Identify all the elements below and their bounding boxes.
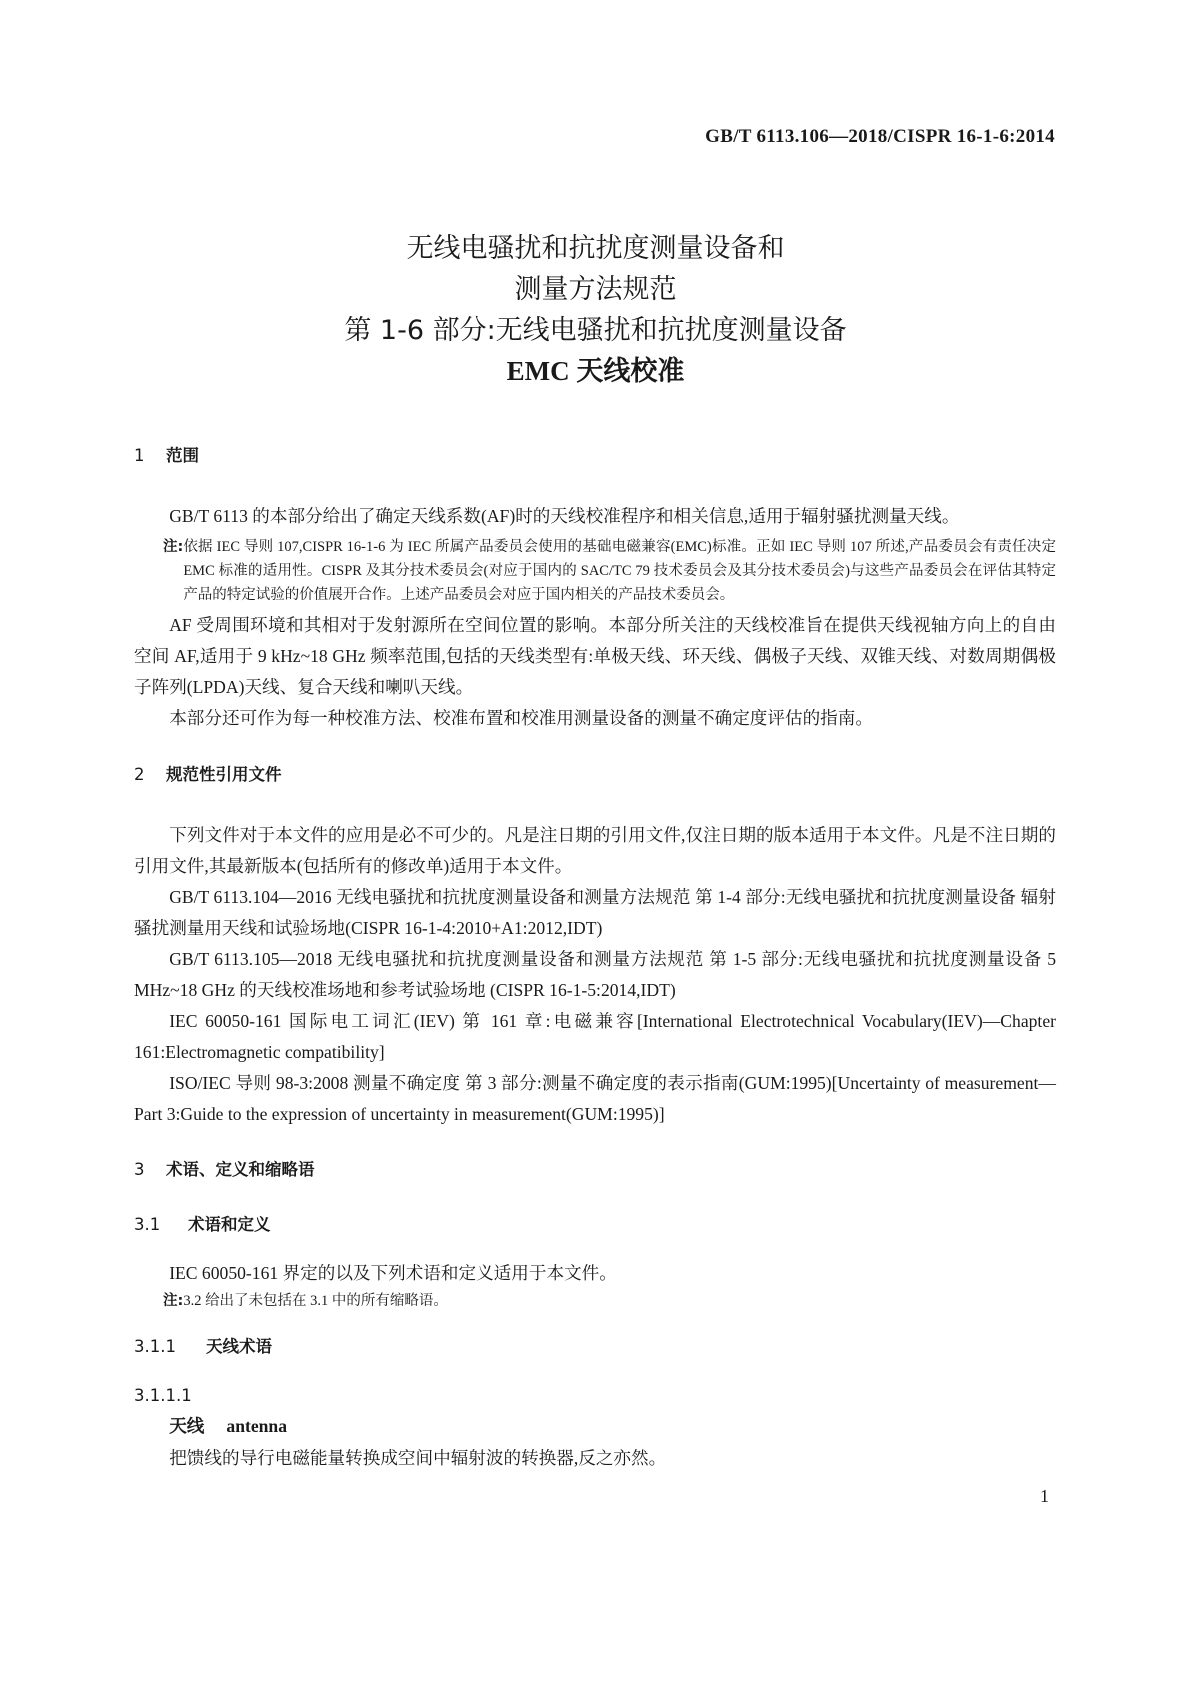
section-number: 1 — [134, 446, 145, 465]
term-number: 3.1.1.1 — [134, 1386, 192, 1405]
section-2-intro: 下列文件对于本文件的应用是必不可少的。凡是注日期的引用文件,仅注日期的版本适用于本文件。凡是不注日期的引用文件,其最新版本(包括所有的修改单)适用于本文件。 — [134, 825, 1056, 876]
subsection-number: 3.1 — [134, 1215, 161, 1234]
document-title — [0, 228, 1191, 392]
normative-reference: GB/T 6113.104—2016 无线电骚扰和抗扰度测量设备和测量方法规范 第 1-4 部分:无线电骚扰和抗扰度测量设备 辐射骚扰测量用天线和试验场地(CISPR 16-1-4:2010+A1:2012,IDT) — [134, 887, 1056, 938]
section-1-paragraph-1: GB/T 6113 的本部分给出了确定天线系数(AF)时的天线校准程序和相关信息,适用于辐射骚扰测量天线。 — [169, 506, 960, 526]
section-1-heading — [134, 440, 1056, 471]
note-label: 注: — [163, 1293, 184, 1309]
normative-reference: ISO/IEC 导则 98-3:2008 测量不确定度 第 3 部分:测量不确定度的表示指南(GUM:1995)[Uncertainty of measurement—Part 3:Guide to the expression of uncertainty in measurement(GUM:1995)] — [134, 1073, 1056, 1124]
normative-reference: IEC 60050-161 国际电工词汇(IEV) 第 161 章:电磁兼容[International Electrotechnical Vocabulary(IEV)—Chapter 161:Electromagnetic compatibility] — [134, 1011, 1056, 1062]
section-1-note — [134, 535, 1056, 607]
note-text: 依据 IEC 导则 107,CISPR 16-1-6 为 IEC 所属产品委员会使用的基础电磁兼容(EMC)标准。正如 IEC 导则 107 所述,产品委员会有责任决定 EMC 标准的适用性。CISPR 及其分技术委员会(对应于国内的 SAC/TC 79 技术委员会及其分技术委员会)与这些产品委员会在评估其特定产品的特定试验的价值展开合作。上述产品委员会对应于国内相关的产品技术委员会。 — [183, 539, 1056, 603]
section-title: 范围 — [166, 446, 199, 465]
document-body — [134, 440, 1056, 1474]
section-1-paragraph-3: 本部分还可作为每一种校准方法、校准布置和校准用测量设备的测量不确定度评估的指南。 — [169, 708, 873, 728]
standard-code: GB/T 6113.106—2018/CISPR 16-1-6:2014 — [705, 126, 1055, 147]
section-number: 3 — [134, 1160, 145, 1179]
subsection-3-1-note — [134, 1289, 1056, 1313]
subsection-title: 天线术语 — [206, 1337, 272, 1356]
subsection-number: 3.1.1 — [134, 1337, 176, 1356]
page-number: 1 — [1040, 1486, 1049, 1506]
section-title: 术语、定义和缩略语 — [166, 1160, 315, 1179]
subsection-3-1-paragraph: IEC 60050-161 界定的以及下列术语和定义适用于本文件。 — [169, 1263, 617, 1283]
term-entry — [134, 1411, 1056, 1443]
note-text: 3.2 给出了未包括在 3.1 中的所有缩略语。 — [183, 1293, 448, 1309]
title-line-4: EMC 天线校准 — [506, 356, 685, 386]
section-2-heading — [134, 759, 1056, 790]
section-3-heading — [134, 1154, 1056, 1185]
term-chinese: 天线 — [169, 1417, 205, 1437]
normative-reference: GB/T 6113.105—2018 无线电骚扰和抗扰度测量设备和测量方法规范 第 1-5 部分:无线电骚扰和抗扰度测量设备 5 MHz~18 GHz 的天线校准场地和参考试验场地 (CISPR 16-1-5:2014,IDT) — [134, 949, 1056, 1000]
term-definition: 把馈线的导行电磁能量转换成空间中辐射波的转换器,反之亦然。 — [169, 1448, 667, 1468]
term-english: antenna — [226, 1416, 288, 1436]
subsection-3-1-heading — [134, 1209, 1056, 1240]
section-1-paragraph-2: AF 受周围环境和其相对于发射源所在空间位置的影响。本部分所关注的天线校准旨在提供天线视轴方向上的自由空间 AF,适用于 9 kHz~18 GHz 频率范围,包括的天线类型有:单极天线、环天线、偶极子天线、双锥天线、对数周期偶极子阵列(LPDA)天线、复合天线和喇叭天线。 — [134, 615, 1056, 697]
title-line-1: 无线电骚扰和抗扰度测量设备和 — [406, 233, 785, 264]
note-label: 注: — [163, 539, 184, 555]
section-title: 规范性引用文件 — [166, 765, 282, 784]
title-line-3: 第 1-6 部分:无线电骚扰和抗扰度测量设备 — [344, 315, 847, 346]
subsection-3-1-1-heading — [134, 1331, 1056, 1362]
title-line-2: 测量方法规范 — [514, 274, 677, 305]
section-number: 2 — [134, 765, 145, 784]
subsection-title: 术语和定义 — [188, 1215, 271, 1234]
